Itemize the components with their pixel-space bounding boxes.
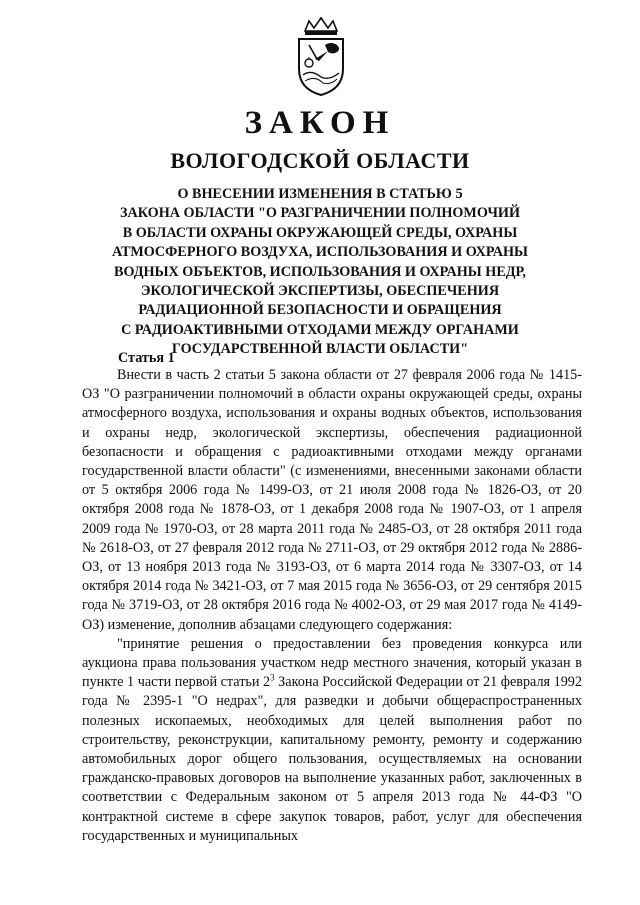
document-subtitle	[0, 185, 640, 360]
article-heading: Статья 1	[118, 350, 175, 366]
subtitle-line: АТМОСФЕРНОГО ВОЗДУХА, ИСПОЛЬЗОВАНИЯ И ОХРАНЫ	[112, 244, 528, 261]
subtitle-line: ЭКОЛОГИЧЕСКОЙ ЭКСПЕРТИЗЫ, ОБЕСПЕЧЕНИЯ	[140, 283, 500, 300]
superscript: 3	[270, 672, 275, 683]
paragraph-text: Закона Российской Федерации от 21 февраля 1992 года № 2395-1 "О недрах", для разведки и добычи общераспространенных полезных ископаемых, необходимых для целей выполнения работ по строительству, реконструкции, капитальному ремонту, ремонту и содержанию автомобильных дорог общего пользования, осуществляемых на основании гражданско-правовых договоров на выполнение указанных работ, заключенных в соответствии с Федеральным законом от 5 апреля 2013 года № 44-ФЗ "О контрактной системе в сфере закупок товаров, работ, услуг для обеспечения государственных и муниципальных	[82, 674, 582, 844]
paragraph-quoted-text	[82, 635, 582, 846]
coat-of-arms-icon	[295, 17, 347, 97]
subtitle-line: ГОСУДАРСТВЕННОЙ ВЛАСТИ ОБЛАСТИ"	[171, 341, 469, 358]
paragraph-amendment: Внести в часть 2 статьи 5 закона области от 27 февраля 2006 года № 1415-ОЗ "О разграничении полномочий в области охраны окружающей среды, охраны атмосферного воздуха, использования и охраны водных объектов, использования и охраны недр, экологической экспертизы, обеспечения радиационной безопасности и обращения с радиоактивными отходами между органами государственной власти области" (с изменениями, внесенными законами области от 5 октября 2006 года № 1499-ОЗ, от 21 июля 2008 года № 1826-ОЗ, от 20 октября 2008 года № 1878-ОЗ, от 1 декабря 2008 года № 1907-ОЗ, от 1 апреля 2009 года № 1970-ОЗ, от 28 марта 2011 года № 2485-ОЗ, от 28 октября 2011 года № 2618-ОЗ, от 27 февраля 2012 года № 2711-ОЗ, от 29 октября 2012 года № 2886-ОЗ, от 13 ноября 2013 года № 3193-ОЗ, от 6 марта 2014 года № 3307-ОЗ, от 14 октября 2014 года № 3421-ОЗ, от 7 мая 2015 года № 3656-ОЗ, от 29 сентября 2015 года № 3719-ОЗ, от 28 октября 2016 года № 4002-ОЗ, от 29 мая 2017 года № 4149-ОЗ) изменение, дополнив абзацами следующего содержания:	[82, 367, 582, 633]
subtitle-line: РАДИАЦИОННОЙ БЕЗОПАСНОСТИ И ОБРАЩЕНИЯ	[138, 302, 502, 319]
subtitle-line: ЗАКОНА ОБЛАСТИ "О РАЗГРАНИЧЕНИИ ПОЛНОМОЧИЙ	[120, 205, 520, 222]
coat-of-arms-emblem	[295, 17, 347, 97]
paragraph-text: "принятие решения о предоставлении без проведения конкурса или аукциона права пользования участком недр местного значения, который указан в пункте 1 части первой статьи 2	[82, 635, 582, 691]
subtitle-line: С РАДИОАКТИВНЫМИ ОТХОДАМИ МЕЖДУ ОРГАНАМИ	[121, 321, 519, 338]
document-region: ВОЛОГОДСКОЙ ОБЛАСТИ	[170, 148, 470, 173]
subtitle-line: ВОДНЫХ ОБЪЕКТОВ, ИСПОЛЬЗОВАНИЯ И ОХРАНЫ НЕДР,	[114, 263, 526, 280]
subtitle-line: В ОБЛАСТИ ОХРАНЫ ОКРУЖАЮЩЕЙ СРЕДЫ, ОХРАНЫ	[122, 224, 518, 241]
article-body	[82, 366, 582, 846]
subtitle-line: О ВНЕСЕНИИ ИЗМЕНЕНИЯ В СТАТЬЮ 5	[177, 186, 463, 202]
document-title: ЗАКОН	[244, 105, 396, 141]
